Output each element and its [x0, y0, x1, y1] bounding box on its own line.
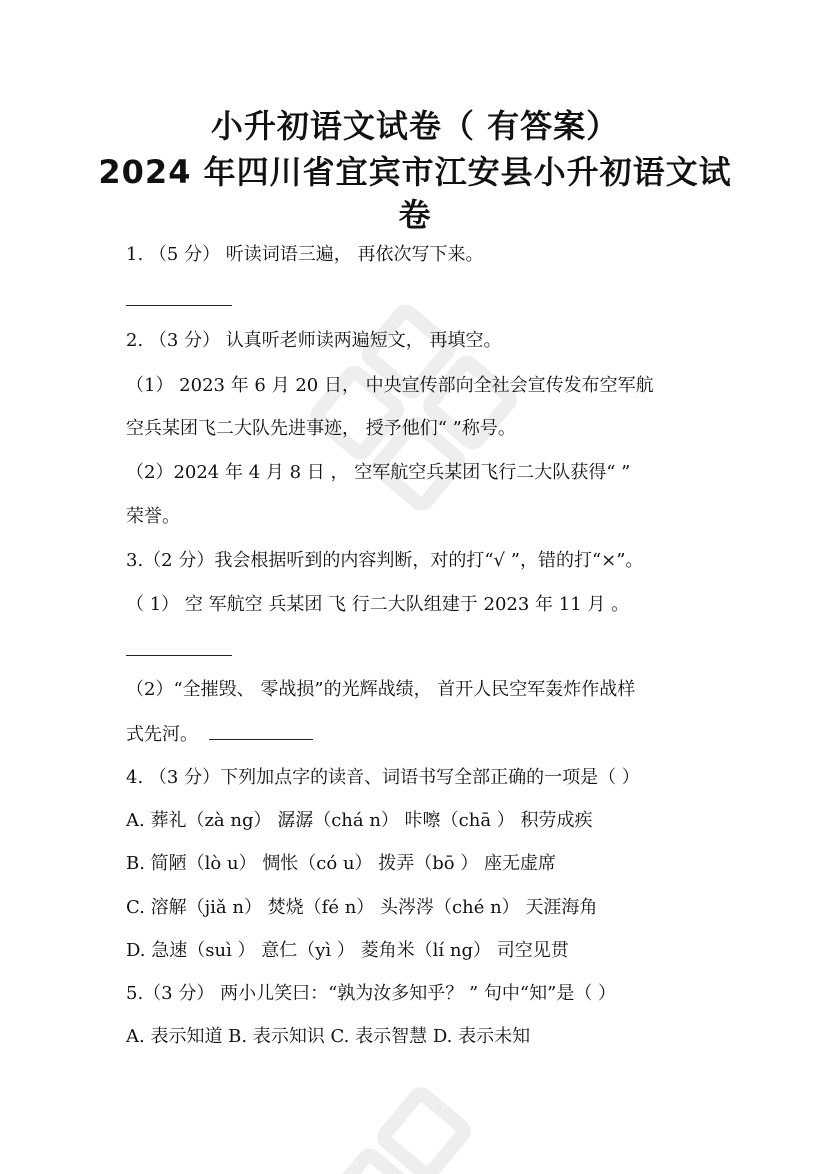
- question-3-part-2-text: 式先河。: [126, 724, 198, 745]
- watermark-icon: [300, 270, 540, 530]
- question-5-options[interactable]: A. 表示知道 B. 表示知识 C. 表示智慧 D. 表示未知: [126, 1026, 531, 1047]
- page-title-line3: 卷: [398, 196, 432, 234]
- page-title: 小升初语文试卷（ 有答案）: [210, 107, 620, 145]
- answer-blank-q1[interactable]: [126, 305, 232, 306]
- question-1: 1. （5 分） 听读词语三遍， 再依次写下来。: [126, 244, 484, 265]
- question-4: 4. （3 分）下列加点字的读音、词语书写全部正确的一项是（ ）: [126, 767, 640, 788]
- question-3: 3.（2 分）我会根据听到的内容判断，对的打“√ ”，错的打“×”。: [126, 550, 644, 571]
- page-title-line2: 2024 年四川省宜宾市江安县小升初语文试: [98, 153, 732, 191]
- question-4-option-c[interactable]: C. 溶解（jiǎ n） 焚烧（fé n） 头涔涔（ché n） 天涯海角: [126, 897, 598, 918]
- question-4-option-d[interactable]: D. 急速（suì ） 意仁（yì ） 菱角米（lí ng） 司空见贯: [126, 940, 569, 961]
- question-3-part-1: （ 1） 空 军航空 兵某团 飞 行二大队组建于 2023 年 11 月 。: [126, 594, 630, 615]
- answer-blank-q3-1[interactable]: [126, 655, 232, 656]
- question-2: 2. （3 分） 认真听老师读两遍短文， 再填空。: [126, 330, 502, 351]
- answer-blank-q3-2[interactable]: [209, 721, 313, 740]
- question-4-option-b[interactable]: B. 简陋（lò u） 惆怅（có u） 拨弄（bō ） 座无虚席: [126, 853, 557, 874]
- question-4-option-a[interactable]: A. 葬礼（zà ng） 潺潺（chá n） 咔嚓（chā ） 积劳成疾: [126, 810, 593, 831]
- question-2-part-1: （1） 2023 年 6 月 20 日， 中央宣传部向全社会宣传发布空军航: [126, 375, 654, 396]
- question-3-part-2: （2）“全摧毁、 零战损”的光辉战绩， 首开人民空军轰炸作战样: [126, 679, 636, 700]
- question-2-part-1-cont: 空兵某团飞二大队先进事迹， 授予他们“ ”称号。: [126, 418, 516, 439]
- question-3-part-2-cont: [126, 721, 313, 748]
- question-5: 5.（3 分） 两小儿笑曰：“孰为汝多知乎？ ” 句中“知”是（ ）: [126, 983, 617, 1004]
- watermark-icon: [300, 1080, 540, 1174]
- question-2-part-2: （2）2024 年 4 月 8 日 ， 空军航空兵某团飞行二大队获得“ ”: [126, 462, 631, 483]
- question-2-part-2-cont: 荣誉。: [126, 506, 180, 527]
